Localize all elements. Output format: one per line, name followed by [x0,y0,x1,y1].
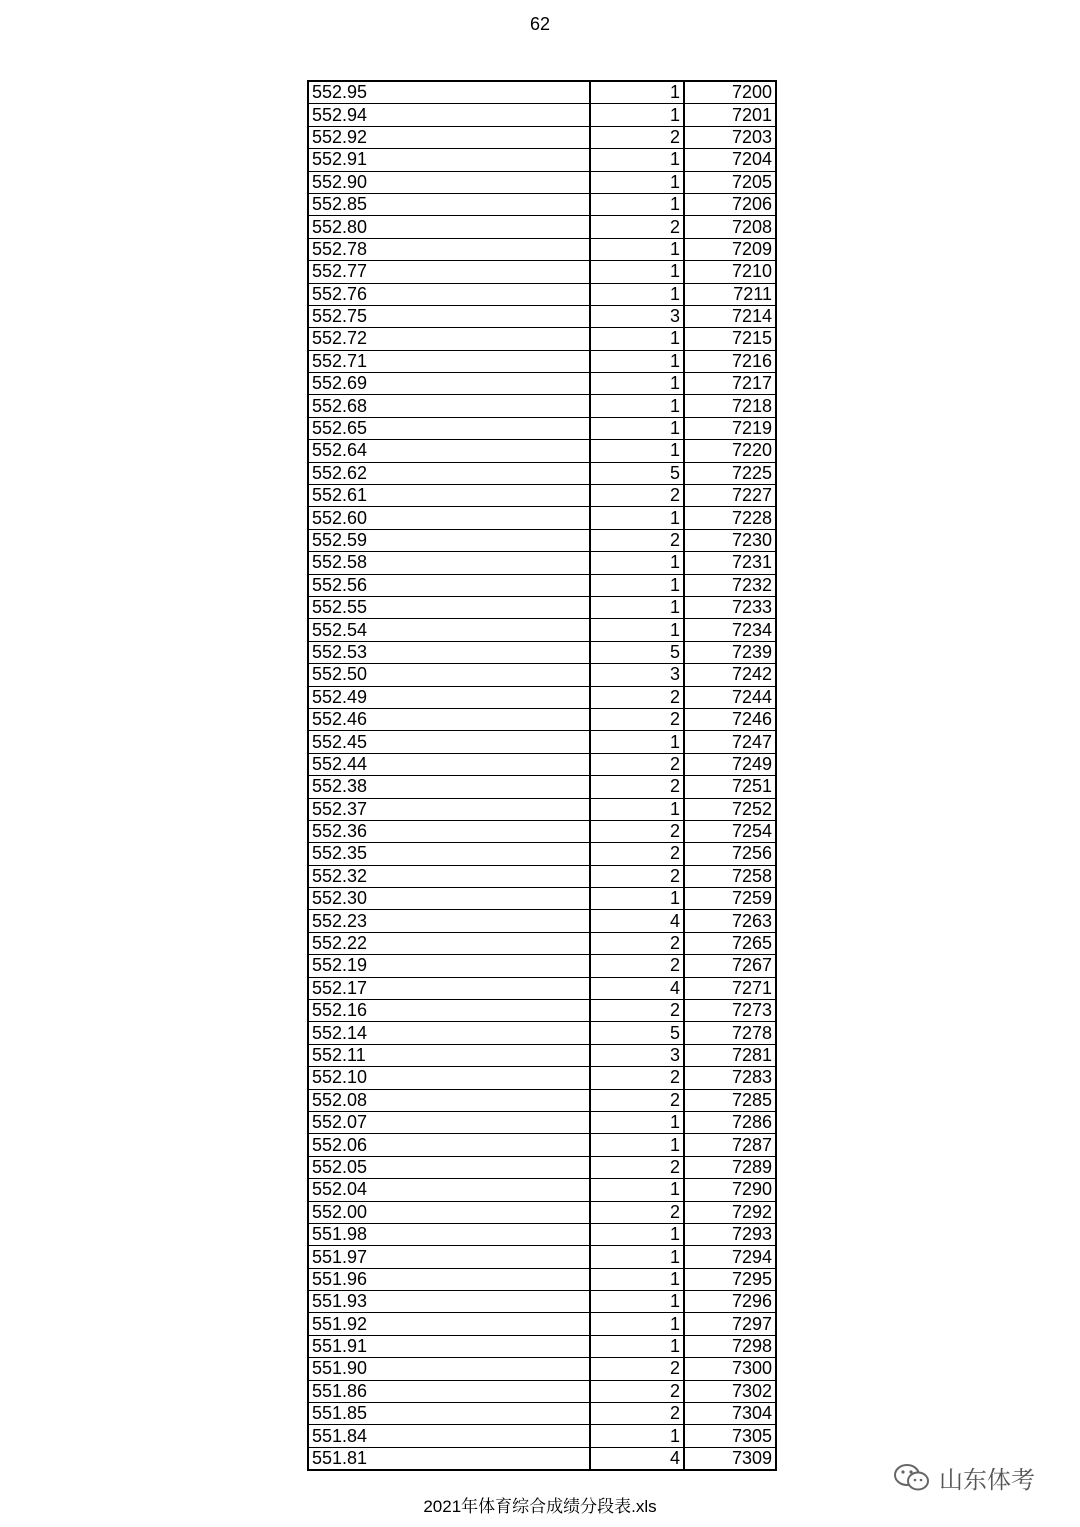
cumulative-cell: 7297 [684,1313,776,1335]
score-cell: 551.92 [308,1313,590,1335]
cumulative-cell: 7230 [684,529,776,551]
cumulative-cell: 7201 [684,104,776,126]
watermark [893,1460,1035,1495]
count-cell: 1 [590,1223,684,1245]
cumulative-cell: 7263 [684,910,776,932]
cumulative-cell: 7267 [684,955,776,977]
score-cell: 551.96 [308,1268,590,1290]
score-cell: 552.54 [308,619,590,641]
score-cell: 552.49 [308,686,590,708]
cumulative-cell: 7211 [684,283,776,305]
cumulative-cell: 7249 [684,753,776,775]
table-row [308,1447,776,1470]
score-cell: 552.69 [308,373,590,395]
score-cell: 551.81 [308,1447,590,1470]
cumulative-cell: 7231 [684,552,776,574]
score-cell: 552.00 [308,1201,590,1223]
score-cell: 552.61 [308,485,590,507]
table-row [308,104,776,126]
table-row [308,149,776,171]
cumulative-cell: 7233 [684,596,776,618]
cumulative-cell: 7209 [684,238,776,260]
score-cell: 552.65 [308,417,590,439]
score-cell: 552.62 [308,462,590,484]
cumulative-cell: 7244 [684,686,776,708]
footer-filename: 2021年体育综合成绩分段表.xls [423,1497,657,1516]
score-cell: 552.38 [308,776,590,798]
table-row [308,283,776,305]
cumulative-cell: 7246 [684,708,776,730]
cumulative-cell: 7234 [684,619,776,641]
wechat-icon [893,1462,931,1494]
count-cell: 2 [590,932,684,954]
count-cell: 1 [590,417,684,439]
table-row [308,507,776,529]
count-cell: 1 [590,507,684,529]
count-cell: 1 [590,731,684,753]
table-row [308,664,776,686]
cumulative-cell: 7309 [684,1447,776,1470]
cumulative-cell: 7218 [684,395,776,417]
score-cell: 551.93 [308,1291,590,1313]
score-cell: 552.22 [308,932,590,954]
cumulative-cell: 7305 [684,1425,776,1447]
table-row [308,1156,776,1178]
score-cell: 552.17 [308,977,590,999]
count-cell: 2 [590,1201,684,1223]
cumulative-cell: 7227 [684,485,776,507]
table-row [308,552,776,574]
table-row [308,81,776,104]
count-cell: 4 [590,1447,684,1470]
table-row [308,1313,776,1335]
cumulative-cell: 7281 [684,1044,776,1066]
cumulative-cell: 7278 [684,1022,776,1044]
cumulative-cell: 7300 [684,1358,776,1380]
table-row [308,305,776,327]
score-cell: 552.91 [308,149,590,171]
count-cell: 3 [590,1044,684,1066]
score-cell: 552.58 [308,552,590,574]
count-cell: 1 [590,798,684,820]
count-cell: 1 [590,574,684,596]
cumulative-cell: 7271 [684,977,776,999]
score-cell: 552.71 [308,350,590,372]
score-cell: 551.98 [308,1223,590,1245]
table-row [308,641,776,663]
table-row [308,910,776,932]
table-row [308,1223,776,1245]
score-cell: 552.45 [308,731,590,753]
count-cell: 2 [590,1380,684,1402]
count-cell: 1 [590,440,684,462]
score-cell: 552.55 [308,596,590,618]
table-row [308,171,776,193]
score-cell: 552.23 [308,910,590,932]
count-cell: 1 [590,238,684,260]
cumulative-cell: 7259 [684,888,776,910]
score-cell: 552.30 [308,888,590,910]
cumulative-cell: 7232 [684,574,776,596]
count-cell: 2 [590,1403,684,1425]
table-row [308,932,776,954]
table-row [308,1067,776,1089]
table-row [308,440,776,462]
score-cell: 552.50 [308,664,590,686]
cumulative-cell: 7216 [684,350,776,372]
cumulative-cell: 7294 [684,1246,776,1268]
table-row [308,1246,776,1268]
table-row [308,1201,776,1223]
count-cell: 1 [590,1425,684,1447]
count-cell: 2 [590,843,684,865]
count-cell: 1 [590,261,684,283]
table-row [308,1134,776,1156]
table-row [308,529,776,551]
count-cell: 2 [590,955,684,977]
cumulative-cell: 7265 [684,932,776,954]
count-cell: 1 [590,350,684,372]
cumulative-cell: 7225 [684,462,776,484]
cumulative-cell: 7204 [684,149,776,171]
count-cell: 1 [590,1335,684,1357]
count-cell: 5 [590,641,684,663]
table-row [308,1022,776,1044]
score-cell: 552.37 [308,798,590,820]
score-cell: 552.53 [308,641,590,663]
table-row [308,1380,776,1402]
cumulative-cell: 7296 [684,1291,776,1313]
cumulative-cell: 7205 [684,171,776,193]
score-cell: 552.76 [308,283,590,305]
cumulative-cell: 7298 [684,1335,776,1357]
table-row [308,350,776,372]
page-number: 62 [529,14,551,34]
score-cell: 552.94 [308,104,590,126]
score-cell: 552.56 [308,574,590,596]
table-row [308,238,776,260]
cumulative-cell: 7214 [684,305,776,327]
score-cell: 551.97 [308,1246,590,1268]
cumulative-cell: 7200 [684,81,776,104]
table-row [308,126,776,148]
count-cell: 2 [590,776,684,798]
count-cell: 2 [590,485,684,507]
count-cell: 1 [590,193,684,215]
score-cell: 552.59 [308,529,590,551]
score-cell: 551.91 [308,1335,590,1357]
count-cell: 2 [590,865,684,887]
table-row [308,686,776,708]
score-cell: 552.75 [308,305,590,327]
table-row [308,328,776,350]
count-cell: 3 [590,664,684,686]
score-cell: 552.78 [308,238,590,260]
score-cell: 551.86 [308,1380,590,1402]
table-row [308,574,776,596]
cumulative-cell: 7273 [684,1000,776,1022]
score-cell: 552.32 [308,865,590,887]
cumulative-cell: 7228 [684,507,776,529]
cumulative-cell: 7258 [684,865,776,887]
table-row [308,820,776,842]
table-row [308,395,776,417]
cumulative-cell: 7252 [684,798,776,820]
cumulative-cell: 7239 [684,641,776,663]
score-table-body [308,81,776,1470]
table-row [308,1335,776,1357]
count-cell: 2 [590,686,684,708]
table-row [308,462,776,484]
cumulative-cell: 7295 [684,1268,776,1290]
count-cell: 2 [590,529,684,551]
table-row [308,977,776,999]
score-cell: 552.85 [308,193,590,215]
score-cell: 551.90 [308,1358,590,1380]
cumulative-cell: 7254 [684,820,776,842]
count-cell: 1 [590,283,684,305]
cumulative-cell: 7203 [684,126,776,148]
score-table [307,80,777,1471]
score-cell: 552.64 [308,440,590,462]
score-cell: 552.11 [308,1044,590,1066]
count-cell: 1 [590,149,684,171]
cumulative-cell: 7219 [684,417,776,439]
score-cell: 552.04 [308,1179,590,1201]
cumulative-cell: 7304 [684,1403,776,1425]
score-cell: 552.46 [308,708,590,730]
score-cell: 552.08 [308,1089,590,1111]
count-cell: 1 [590,1313,684,1335]
cumulative-cell: 7302 [684,1380,776,1402]
cumulative-cell: 7286 [684,1111,776,1133]
cumulative-cell: 7287 [684,1134,776,1156]
count-cell: 1 [590,395,684,417]
table-row [308,708,776,730]
table-row [308,373,776,395]
cumulative-cell: 7242 [684,664,776,686]
count-cell: 5 [590,1022,684,1044]
score-cell: 552.44 [308,753,590,775]
count-cell: 2 [590,126,684,148]
table-row [308,1291,776,1313]
cumulative-cell: 7210 [684,261,776,283]
table-row [308,1044,776,1066]
table-row [308,1089,776,1111]
score-cell: 552.06 [308,1134,590,1156]
count-cell: 1 [590,1179,684,1201]
table-row [308,1268,776,1290]
count-cell: 1 [590,552,684,574]
cumulative-cell: 7247 [684,731,776,753]
table-row [308,865,776,887]
count-cell: 1 [590,328,684,350]
cumulative-cell: 7208 [684,216,776,238]
count-cell: 4 [590,977,684,999]
score-cell: 552.16 [308,1000,590,1022]
count-cell: 2 [590,1358,684,1380]
score-cell: 552.72 [308,328,590,350]
score-cell: 552.80 [308,216,590,238]
score-cell: 552.90 [308,171,590,193]
table-row [308,485,776,507]
count-cell: 3 [590,305,684,327]
score-cell: 552.60 [308,507,590,529]
count-cell: 1 [590,1111,684,1133]
cumulative-cell: 7256 [684,843,776,865]
table-row [308,417,776,439]
cumulative-cell: 7251 [684,776,776,798]
score-cell: 552.92 [308,126,590,148]
count-cell: 1 [590,1246,684,1268]
cumulative-cell: 7290 [684,1179,776,1201]
count-cell: 5 [590,462,684,484]
table-row [308,1179,776,1201]
watermark-text: 山东体考 [939,1466,1035,1494]
table-row [308,955,776,977]
score-cell: 552.05 [308,1156,590,1178]
cumulative-cell: 7292 [684,1201,776,1223]
count-cell: 1 [590,888,684,910]
count-cell: 2 [590,1067,684,1089]
count-cell: 2 [590,820,684,842]
score-cell: 552.07 [308,1111,590,1133]
score-cell: 551.85 [308,1403,590,1425]
count-cell: 2 [590,708,684,730]
table-row [308,261,776,283]
score-cell: 552.14 [308,1022,590,1044]
table-row [308,193,776,215]
count-cell: 1 [590,171,684,193]
count-cell: 4 [590,910,684,932]
table-row [308,888,776,910]
table-row [308,1403,776,1425]
count-cell: 1 [590,1134,684,1156]
count-cell: 1 [590,1291,684,1313]
count-cell: 2 [590,216,684,238]
cumulative-cell: 7215 [684,328,776,350]
table-row [308,753,776,775]
count-cell: 1 [590,373,684,395]
count-cell: 1 [590,596,684,618]
count-cell: 2 [590,1089,684,1111]
cumulative-cell: 7285 [684,1089,776,1111]
cumulative-cell: 7217 [684,373,776,395]
score-cell: 552.35 [308,843,590,865]
count-cell: 2 [590,753,684,775]
cumulative-cell: 7293 [684,1223,776,1245]
score-cell: 552.68 [308,395,590,417]
table-row [308,1358,776,1380]
count-cell: 1 [590,104,684,126]
table-row [308,776,776,798]
count-cell: 1 [590,619,684,641]
table-row [308,216,776,238]
cumulative-cell: 7283 [684,1067,776,1089]
table-row [308,798,776,820]
table-row [308,1000,776,1022]
table-row [308,843,776,865]
score-cell: 552.95 [308,81,590,104]
score-cell: 552.36 [308,820,590,842]
table-row [308,596,776,618]
cumulative-cell: 7206 [684,193,776,215]
table-row [308,1111,776,1133]
table-row [308,619,776,641]
count-cell: 1 [590,1268,684,1290]
cumulative-cell: 7289 [684,1156,776,1178]
table-row [308,1425,776,1447]
score-cell: 552.77 [308,261,590,283]
score-cell: 552.19 [308,955,590,977]
score-cell: 552.10 [308,1067,590,1089]
table-row [308,731,776,753]
count-cell: 2 [590,1000,684,1022]
count-cell: 1 [590,81,684,104]
cumulative-cell: 7220 [684,440,776,462]
count-cell: 2 [590,1156,684,1178]
score-cell: 551.84 [308,1425,590,1447]
